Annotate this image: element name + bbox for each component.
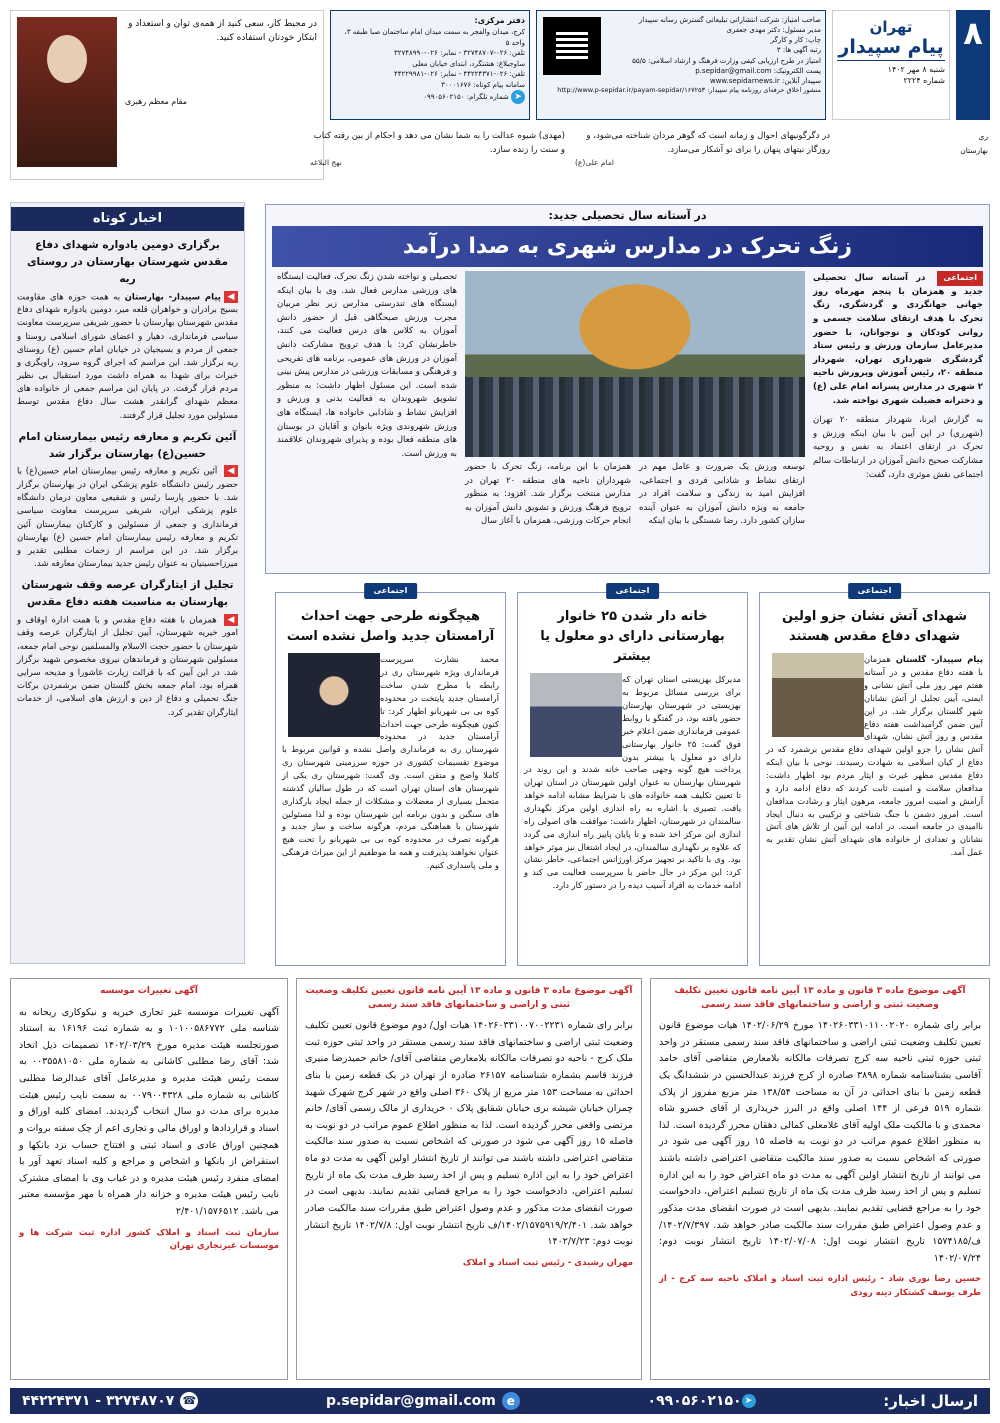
main-col-center: توسعه ورزش یک ضرورت و عامل مهم در ارتقای نشاط و شادابی فردی و اجتماعی، افزایش امید به زندگی و سلامت افراد در جامعه به ویژه دانش آموزان به عنوان آینده سازان کشور دارد. رضا شستگی با بیان اینکه همزمان با این برنامه، زنگ تحرک با حضور شهرداران ناحیه های منطقه ۲۰ تهران در مدارس منتخب برگزار شد. افزود: به منظور ترویج فرهنگ ورزش و تشویق دانش آموزان به انجام حرکات ورزشی، همزمان با آغاز سال [465,271,805,551]
arrow-icon: ◀ [224,291,238,303]
telegram-icon[interactable]: ➤ [511,90,525,104]
office-info: دفتر مرکزی: کرج، میدان والفجر به سمت میدان امام ساختمان صبا طبقه ۳، واحد ۵ تلفن: ۰۲۶-۳۲۷۴۸۷۰۷ - نمابر: ۰۲۶-۳۲۷۴۸۹۹۰ ساوجبلاغ: هشتگرد، ابتدای خیابان معلی تلفن: ۰۲۶-۴۴۲۲۴۳۷۱ - نمابر: ۰۲۶-۴۴۲۲۹۹۸۱ سامانه پیام کوتاه: ۳۰۰۰۱۶۷۶ ➤ شماره تلگرام: ۰۹۹۰۵۶۰۲۱۵۰ [330,10,530,120]
email-icon: e [502,1392,520,1410]
main-col-left: تحصیلی و نواخته شدن زنگ تحرک، فعالیت ایستگاه های ورزشی مدارس فعال شد. وی با بیان اینکه ایستگاه های تندرستی مدارس زیر نظر مربیان مجرب ورزش صبحگاهی قبل از حضور دانش آموزان به کلاس های درس فعالیت می کنند، خاطرنشان کرد: با هدف ترویج مشارکت دانش آموزان در ورزش های عمومی، برنامه های تفریحی و فرهنگی و مسابقات ورزشی در مدارس پیش بینی شده است. این مسئول اظهار داشت: به منظور تشویق شهروندان به فعالیت بدنی و ورزش و افزایش نشاط و شادابی خانواده ها، ایستگاه های ورزش شهروندی ویژه بانوان و آقایان در بوستان های منطقه فعال بوده و پذیرای شهروندان علاقمند به ورزش است. [276,272,457,459]
email-link[interactable]: پست الکترونیک: p.sepidar@gmail.com [695,66,821,75]
masthead [832,10,950,120]
issue-date: شنبه ۸ مهر ۱۴۰۲ [887,65,945,74]
page-header [10,10,990,128]
ad-title: آگهی تغییرات موسسه [100,986,198,996]
newspaper-logo[interactable]: تهران پیام سپیدار [837,15,945,61]
article-title[interactable]: شهدای آتش نشان جزو اولین شهدای دفاع مقدس هستند [781,609,968,645]
ad-body: برابر رای شماره ۱۴۰۲۶۰۳۳۱۰۱۱۰۰۲۰۲۰ مورخ ۱۴۰۲/۰۶/۲۹ هیات موضوع قانون تعیین تکلیف وضعیت ثبتی اراضی و ساختمانهای فاقد سند رسمی مستقر در واحد ثبتی حوزه ثبتی ناحیه سه کرج تصرفات مالکانه بلامعارض متقاضی آقای حامد آقاسی بشناسنامه شماره ۳۸۹۸ صادره از کرج فرزند عبدالحسین در ششدانگ یک قطعه زمین با بنای احداثی در آن به مساحت ۱۳۸/۵۴ متر مربع مفروز از پلاک شماره ۵۱۹ فرعی از ۱۴۴ اصلی واقع در البرز خریداری از آقای خسرو شاه محمدی و با مالکیت ملک اولیه آقای غلامعلی کمالی دهقان محرز گردیده است. لذا به منظور اطلاع عموم مراتب در دو نوبت به فاصله ۱۵ روز آگهی می شود در صورتی که اشخاص نسبت به صدور سند مالکیت متقاضی اعتراضی داشته باشند می توانند از تاریخ انتشار اولین آگهی به مدت دو ماه اعتراض خود را به این اداره تسلیم و پس از اخذ رسید ظرف مدت یک ماه از تاریخ تسلیم اعتراض، دادخواست خود را به مراجع قضایی تقدیم نمایند. بدیهی است در صورت انقضای مدت مذکور و عدم وصول اعتراض طبق مقررات سند مالکیت صادر خواهد شد. ۱۴۰۲/۷/۳۹۷/ف/۱۵۷۴۱۸۵ تاریخ انتشار نوبت اول: ۱۴۰۲/۰۷/۰۸ تاریخ انتشار نوبت دوم: ۱۴۰۲/۰۷/۲۴ [659,1020,982,1264]
leader-quote-box [10,10,324,180]
website-link[interactable]: سپیدار آنلاین: www.sepidarnews.ir [709,76,821,85]
side-tags: ری بهارستان [960,132,988,155]
ad-body: آگهی تغییرات موسسه غیر تجاری خیریه و نیکوکاری ریحانه به شناسه ملی ۱۰۱۰۰۵۸۶۷۷۲ و به شماره ثبت ۱۶۱۹۶ به استناد صورتجلسه هیئت مدیره مورخ ۱۴۰۲/۰۳/۲۹ تصمیمات ذیل اتخاذ شد: آقای رضا مطلبی کاشانی به شماره ملی ۰۰۳۵۵۸۱۰۵۰ به سمت رئیس هیئت مدیره و مدیرعامل آقای عبدالرضا مطلبی کاشانی به شماره ملی ۰۰۷۹۰۰۴۳۲۸ به سمت نایب رئیس هیئت مدیره برای مدت دو سال انتخاب گردیدند. امضای کلیه اوراق و اسناد و قراردادها و اوراق مالی و تجاری اعم از چک سفته بروات و همچنین اوراق عادی و اسناد ثبتی و افتتاح حساب نزد بانکها و استقراض از بانکها و اشخاص و مراجع و کلیه اسناد تعهد آور با امضای منفرد رئیس هیئت مدیره و در غیاب وی با امضای مشترک نایب رئیس هیئت مدیره و خزانه دار همراه با مهر مؤسسه معتبر می باشد. ۲/۴۰۱/۱۵۷۶۵۱۲ [19,1006,280,1217]
leader-quote: در محیط کار، سعی کنید از همه‌ی توان و استعداد و ابتکار خودتان استفاده کنید. [128,19,317,44]
legal-ad-1 [650,978,990,1380]
ad-title: آگهی موضوع ماده ۳ قانون و ماده ۱۳ آیین نامه قانون تعیین تکلیف وضعیت ثبتی و اراضی و ساختمانهای فاقد سند رسمی [674,986,966,1010]
footer-label: ارسال اخبار: [883,1392,978,1410]
ad-title: آگهی موضوع ماده ۳ قانون و ماده ۱۳ آیین نامه قانون تعیین تکلیف وضعیت ثبتی و اراضی و ساختمانهای فاقد سند رسمی [305,986,633,1010]
category-badge: اجتماعی [364,583,418,599]
leader-sign: مقام معظم رهبری [125,96,188,106]
ad-sign: مهران رشیدی - رئیس ثبت اسناد و املاک [462,1257,633,1268]
main-story [265,204,990,574]
article-photo [530,673,622,757]
main-kicker: در آستانه سال تحصیلی جدید: [548,209,707,222]
article-title[interactable]: خانه دار شدن ۲۵ خانوار بهارستانی دارای دو معلول یا بیشتر [540,609,725,665]
main-title[interactable]: زنگ تحرک در مدارس شهری به صدا درآمد [272,226,983,267]
leader-photo [17,17,117,167]
ad-body: برابر رای شماره ۱۴۰۲۶۰۳۳۱۰۰۷۰۰۲۲۳۱ هیات اول/ دوم موضوع قانون تعیین تکلیف وضعیت ثبتی اراضی و ساختمانهای فاقد سند رسمی مستقر در واحد ثبتی حوزه ثبت ملک کرج - ناحیه دو تصرفات مالکانه بلامعارض متقاضی آقای/ خانم حمیدرضا منیری فرزند قاسم بشماره شناسنامه ۲۶۱۵۷ صادره از تهران در یک قطعه زمین با بنای احداثی به مساحت ۱۵۳ متر مربع از پلاک ۳۶۰ اصلی واقع در شهر کرج شهرک شهید چمران خیابان شیشه بری خیابان شقایق پلاک ۰ خریداری از مالک رسمی آقای/ خانم مرتضی واقعی محرز گردیده است. لذا به منظور اطلاع عموم مراتب در دو نوبت به فاصله ۱۵ روز آگهی می شود در صورتی که اشخاص نسبت به صدور سند مالکیت متقاضی اعتراضی داشته باشند می توانند از تاریخ انتشار اولین آگهی به مدت دو ماه اعتراض خود را به این اداره تسلیم و پس از اخذ رسید ظرف مدت یک ماه از تاریخ تسلیم اعتراض، دادخواست خود را به مراجع قضایی تقدیم نمایند. بدیهی است در صورت انقضای مدت مذکور و عدم وصول اعتراض طبق مقررات سند مالکیت صادر خواهد شد. ۱۴۰۲/۱۵۷۵۹۱۹/۲/۴۰۱/ف تاریخ انتشار نوبت اول: ۱۴۰۲/۷/۸ تاریخ انتشار نوبت دوم: ۱۴۰۲/۷/۲۳ [305,1020,634,1248]
short-news-item: برگزاری دومین یادواره شهدای دفاع مقدس شهرستان بهارستان در روستای ریه ◀پیام سپیدار- بهارستان به همت حوزه های مقاومت بسیج برادران و خواهران قلعه میر، دومین یادواره شهدای دفاع مقدس شهرستان بهارستان با حضور شریفی سرپرست معاونت سیاسی فرمانداری، دهیار و اعضای شورای اسلامی روستا و جمعی از مردم و بسیجیان در خیابان امام حسین (ع) روستای ریه برگزار شد. این مراسم که اجرای گروه سرود، راویگری و خیرات برای شهدا به همراه داشت مورد استقبال بی نظیر مردم قرار گرفت. در پایان این مراسم جمعی از خانواده های معظم شهدای گرانقدر هشت سال دفاع مقدس توسط مسئولین مورد تجلیل قرار گرفتند. [17,239,238,421]
short-news-item: تجلیل از ایثارگران عرصه وقف شهرستان بهارستان به مناسبت هفته دفاع مقدس ◀ همزمان با هفته دفاع مقدس و با همت اداره اوقاف و امور خیریه شهرستان، آیین تجلیل از ایثارگران عرصه وقف شهرستان با حضور حجت الاسلام والمسلمین نوحی امام جمعه، مسئولین شهرستان و فرماندهان نیروی مخصوص شهید برگزار شد. در این آیین که با قرائت زیارت عاشورا و مدیحه سرایی همراه بود، امام جمعه بخش گلستان ضمن برشمردن برکات جنگ تحمیلی و دفاع از دین و ارزش های اسلامی، از خدمات ایثارگران تقدیر کرد. [17,579,238,718]
article-title[interactable]: هیچگونه طرحی جهت احداث آرامستان جدید واصل نشده است [286,609,495,645]
short-news-item: آئین تکریم و معارفه رئیس بیمارستان امام حسین(ع) بهارستان برگزار شد ◀ آئین تکریم و معارفه رئیس بیمارستان امام حسین(ع) با حضور رئیس دانشگاه علوم پزشکی ایران در بهارستان برگزار شد. با حضور پارسا رئیس و شفیعی معاون درمان دانشگاه علوم پزشکی ایران، شریفی سرپرست معاونت سیاسی فرمانداری و جمعی از مسئولین و کارکنان بیمارستان آئین تکریم و معارفه رئیس بیمارستان امام حسین (ع) بهارستان برگزار شد. در این مراسم از زحمات مطلبی تقدیر و میرزاحسینیان به عنوان رئیس جدید بیمارستان معارفه شد. [17,430,238,570]
footer-phones[interactable]: ☎۳۲۷۴۸۷۰۷ - ۴۴۲۲۴۳۷۱ [22,1392,198,1410]
telegram-icon: ➤ [742,1394,756,1408]
qr-code-icon[interactable] [543,17,601,75]
ad-sign: حسین رضا نوری شاد - رئیس اداره ثبت اسناد و املاک ناحیه سه کرج - از طرف یوسف کشتکار دینه رودی [659,1274,981,1298]
category-badge: اجتماعی [937,271,983,286]
article-3: اجتماعی هیچگونه طرحی جهت احداث آرامستان جدید واصل نشده است محمد بشارت سرپرست فرمانداری ویژه شهرستان ری در رابطه با مطرح شدن ساخت آرامستان جدید پایتخت در محدوده کوه بی بی شهربانو اظهار کرد: تا کنون هیچگونه طرحی جهت احداث آرامستان جدید در محدوده شهرستان ری به فرمانداری واصل نشده و قوانین مربوط با موضوع تقسیمات کشوری در حوزه سرزمینی شهرستان ری کاملا واضح و متقن است. وی گفت: شهرستان ری یکی از شهرستان های استان تهران است که در طول سالیان گذشته متحمل بسیاری از معضلات و مشکلات از جمله ایجاد بارگذاری های سنگین و بدون برنامه این شهرستان بوده و لذا مسئولین شهرستان با هماهنگی مردم، هرگونه ساخت و ساز جدید و هرگونه تصرف در محدوده کوه بی بی شهربانو را تحت هیچ عنوان نخواهند پذیرفت و همه ما موظفیم از این میراث فرهنگی و ملی پاسداری کنیم. [275,592,506,966]
phone-icon: ☎ [180,1392,198,1410]
footer-bar [10,1388,990,1414]
footer-email[interactable]: ep.sepidar@gmail.com [326,1392,520,1410]
main-photo [465,271,805,457]
page-number: ۸ [956,10,990,120]
quote-2: (مهدی) شیوه عدالت را به شما نشان می دهد و احکام از بین رفته کتاب و سنت را زنده سازد. نهج البلاغه [310,131,565,168]
short-news-title: اخبار کوتاه [11,207,244,231]
article-photo [288,653,380,737]
legal-ad-3 [10,978,288,1380]
arrow-icon: ◀ [224,614,238,626]
category-badge: اجتماعی [848,583,902,599]
article-2: اجتماعی خانه دار شدن ۲۵ خانوار بهارستانی دارای دو معلول یا بیشتر مدیرکل بهزیستی استان تهران که برای بررسی مسائل مربوط به بهزیستی در شهرستان بهارستان حضور یافته بود، در گفتگو با روابط عمومی فرمانداری ضمن اعلام خبر فوق گفت: ۲۵ خانوار بهارستانی دارای دو معلول یا بیشتر بدون پرداخت هیچ گونه وجهی صاحب خانه شدند و این روند در شهرستان بهارستان به عنوان اولین شهرستان در استان تهران تا تعیین تکلیف همه خانواده های با شرایط مشابه ادامه خواهد یافت. تصیری با اشاره به راه اندازی اولین مرکز نگهداری سالمندان در شهرستان، اظهار داشت: موافقت های اصولی راه اندازی این مرکز اخذ شده و تا پایان پاییز راه اندازی می گردد که علاوه بر نگهداری سالمندان، در ایجاد اشتغال نیز موثر خواهد بود. وی با تاکید بر تجهیز مرکز اورژانس اجتماعی، خاطر نشان کرد: این مرکز در حال حاضر با سرپرست فعالیت می کند و ادامه خدمات به افراد آسیب دیده را در دستور کار دارد. [517,592,748,966]
article-photo [772,653,864,737]
issue-number: شماره ۲۲۲۴ [903,76,945,85]
category-badge: اجتماعی [606,583,660,599]
arrow-icon: ◀ [224,465,238,477]
article-1: اجتماعی شهدای آتش نشان جزو اولین شهدای دفاع مقدس هستند پیام سپیدار- گلستان همزمان با هفته دفاع مقدس و در آستانه هفتم مهر روز ملی آتش نشانی و ایمنی، آیین تجلیل از آتش نشانان شهر گلستان برگزار شد. در این آیین ضمن گرامیداشت هفته دفاع مقدس و روز آتش نشان، شهدای آتش نشان را جزو اولین شهدای دفاع مقدس برشمرد که در دفاع از کیان اسلامی به شهادت رسیدند. نوحی با بیان اینکه دفاع مقدس مظهر غیرت و ایثار مردم بود اظهار داشت: مدافعان سلامت و امنیت ثابت کردند که دفاع ادامه دارد و آرامش و امنیت امروز جامعه، مرهون ایثار و رشادت مدافعان است. امروز دشمن با جنگ شناختی و ترکیبی به دنبال ایجاد ناامیدی در جامعه است. در ادامه این آیین از تلاش های آتش نشانان و تعدادی از خانواده های شهدای آتش نشان تقدیر به عمل آمد. [759,592,990,966]
short-news-column [10,202,245,964]
main-col-right: اجتماعی در آستانه سال تحصیلی جدید و همزمان با پنجم مهرماه روز جهانی جهانگردی و گردشگری، زنگ تحرک با هدف ارتقای سلامت جسمی و روانی کودکان و نوجوانان، با حضور مدیرعامل سازمان ورزش و رئیس ستاد گردشگری شهرداری تهران، شهردار منطقه ۲۰، رئیس آموزش وپرورش ناحیه ۲ شهری در مدارس پسرانه امام علی (ع) و دخترانه فضیلت شهری نواخته شد. به گزارش ایرنا، شهردار منطقه ۲۰ تهران (شهرری) در این آیین با بیان اینکه ورزش و تحرک در ارتقای اعتماد به نفس و روحیه مشارکت صحیح دانش آموزان در ارتباطات سالم اجتماعی نقش موثری دارد، گفت: [813,273,983,480]
footer-telegram[interactable]: ➤۰۹۹۰۵۶۰۲۱۵۰ [648,1393,756,1409]
legal-ad-2 [296,978,642,1380]
quote-1: در دگرگونیهای احوال و زمانه است که گوهر مردان شناخته می‌شود، و روزگار نیتهای پنهان را برای تو آشکار می‌سازد. امام علی(ع) [575,131,830,168]
ad-sign: سازمان ثبت اسناد و املاک کشور اداره ثبت شرکت ها و موسسات غیرتجاری تهران [19,1227,279,1252]
quotes-row [310,130,830,178]
ethics-link[interactable]: منشور اخلاق حرفه‌ای روزنامه پیام سپیدار: http://www.p-sepidar.ir/payam-sepidar/۱۶۷۲۵۳ [557,85,821,94]
publisher-info: صاحب امتیاز: شرکت انتشاراتی تبلیغاتی گسترش رسانه سپیدار مدیر مسئول: دکتر مهدی جعفری چاپ: کار و کارگر رتبه آگهی ها: ۳ امتیاز در طرح ارزیابی کیفی وزارت فرهنگ و ارشاد اسلامی: ۵۵/۵ پست الکترونیک: p.sepidar@gmail.com سپیدار آنلاین: www.sepidarnews.ir منشور اخلاق حرفه‌ای روزنامه پیام سپیدار: http://www.p-sepidar.ir/payam-sepidar/۱۶۷۲۵۳ [536,10,826,120]
